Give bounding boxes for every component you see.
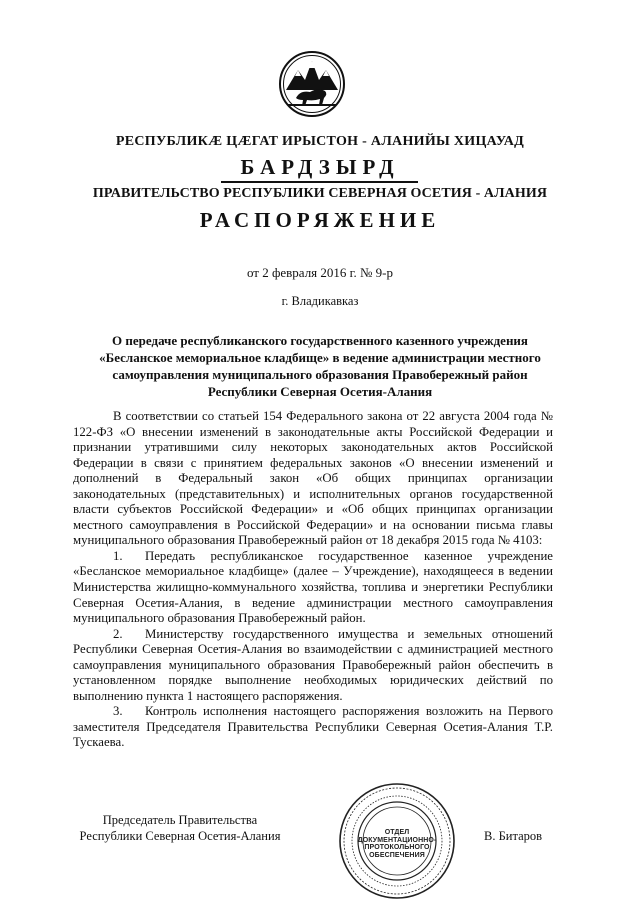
item-text: Передать республиканское государственное казенное учреждение «Бесланское мемориальное кладбище» (далее – Учреждение), находящееся в ведении Министерства жилищно-коммунального хозяйства, топлива и энергетики Республики Северная Осетия-Алания, в ведение администрации местного самоуправления муниципального образования Правобережный район. — [73, 548, 553, 626]
signatory-position-line: Председатель Правительства — [102, 813, 258, 827]
coat-of-arms-emblem — [278, 50, 346, 118]
document-date-number: от 2 февраля 2016 г. № 9-р — [246, 265, 394, 280]
order-title-line: О передаче республиканского государственного казенного учреждения — [112, 333, 528, 348]
order-title-line: Республики Северная Осетия-Алания — [207, 384, 433, 399]
order-title-line: «Бесланское мемориальное кладбище» в ведение администрации местного — [99, 350, 541, 365]
signatory-name: В. Битаров — [484, 829, 543, 843]
stamp-line: ДОКУМЕНТАЦИОННО- — [357, 836, 437, 844]
order-item-2 — [73, 627, 553, 705]
signatory-position — [60, 812, 300, 844]
russian-government-line: ПРАВИТЕЛЬСТВО РЕСПУБЛИКИ СЕВЕРНАЯ ОСЕТИЯ - АЛАНИЯ — [92, 186, 548, 201]
ossetian-government-line: РЕСПУБЛИКӔ ЦӔГАТ ИРЫСТОН - АЛАНИЙЫ ХИЦАУАД — [115, 134, 525, 149]
item-text: Контроль исполнения настоящего распоряжения возложить на Первого заместителя Председателя Правительства Республики Северная Осетия-Алания Т.Р. Тускаева. — [73, 704, 553, 750]
item-number: 2. — [113, 626, 123, 641]
signatory-position-line: Республики Северная Осетия-Алания — [79, 829, 281, 843]
order-item-3 — [73, 704, 553, 751]
stamp-line: ПРОТОКОЛЬНОГО — [364, 844, 430, 852]
order-item-1 — [73, 549, 553, 627]
order-title — [60, 332, 580, 400]
item-number: 3. — [113, 704, 123, 719]
order-body — [73, 409, 553, 751]
title-underline — [221, 181, 418, 183]
ossetian-document-title: БАРДЗЫРД — [240, 155, 400, 179]
stamp-line: ОБЕСПЕЧЕНИЯ — [369, 851, 425, 859]
item-text: Министерству государственного имущества и земельных отношений Республики Северная Осетия-Алания во взаимодействии с администрацией местного самоуправления муниципального образования Правобережный район обеспечить в установленном порядке выполнение необходимых юридических действий по выполнению пункта 1 настоящего распоряжения. — [73, 626, 553, 703]
item-number: 1. — [113, 548, 123, 563]
preamble-paragraph: В соответствии со статьей 154 Федерального закона от 22 августа 2004 года № 122-ФЗ «О внесении изменений в законодательные акты Российской Федерации и признании утратившими силу некоторых законодательных актов Российской Федерации в связи с принятием федеральных законов «О внесении изменений и дополнений в Федеральный закон «Об общих принципах организации законодательных (представительных) и исполнительных органов государственной власти субъектов Российской Федерации» и «Об общих принципах организации местного самоуправления в Российской Федерации» и на основании письма главы муниципального образования Правобережный район от 18 декабря 2015 года № 4103: — [73, 409, 553, 548]
stamp-inner-text — [338, 829, 456, 859]
order-title-line: самоуправления муниципального образования Правобережный район — [112, 367, 528, 382]
russian-document-title: РАСПОРЯЖЕНИЕ — [199, 208, 441, 232]
stamp-line: ОТДЕЛ — [384, 829, 410, 836]
document-city: г. Владикавказ — [281, 294, 359, 308]
